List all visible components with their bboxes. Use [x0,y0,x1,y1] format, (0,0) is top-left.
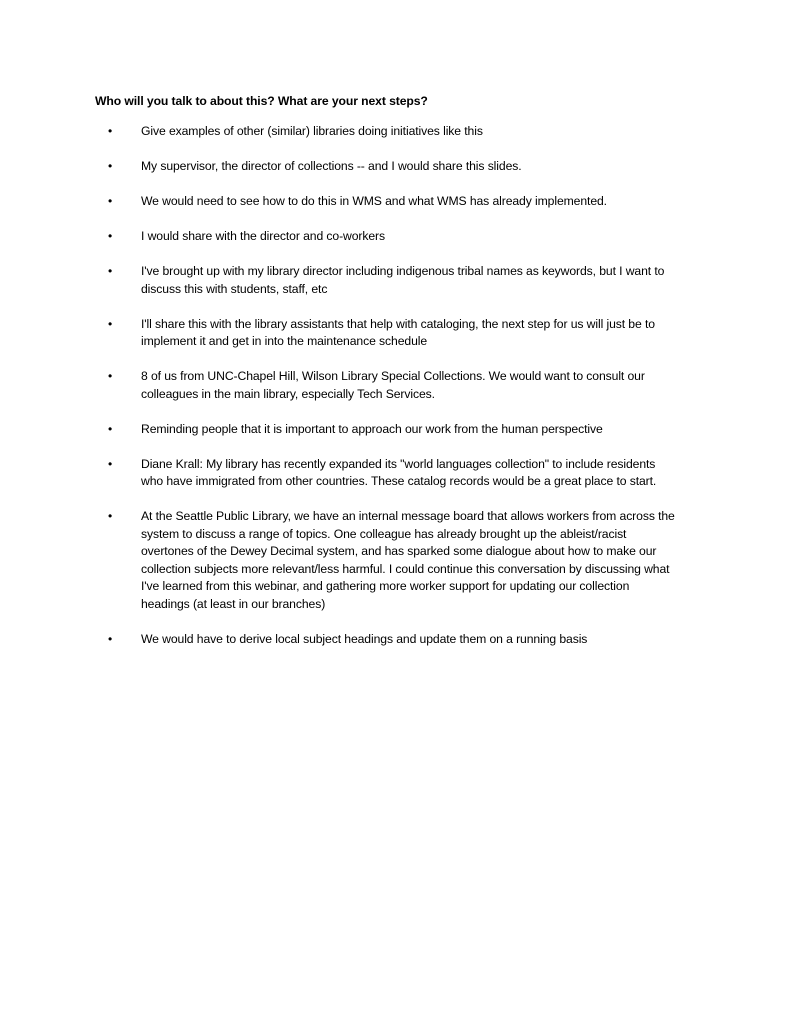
question-heading: Who will you talk to about this? What are your next steps? [95,94,428,108]
list-item [108,368,678,403]
list-item [108,193,678,211]
list-item-text: At the Seattle Public Library, we have an internal message board that allows workers from across the system to discuss a range of topics. One colleague has already brought up the ableist/racist overtones of the Dewey Decimal system, and has sparked some dialogue about how to make our collection subjects more relevant/less harmful. I could continue this conversation by discussing what I've learned from this webinar, and gathering more worker support for updating our collection headings (at least in our branches) [141,509,675,611]
bullet-icon: • [108,456,113,471]
list-item [108,263,678,298]
list-item [108,316,678,351]
list-item-text: 8 of us from UNC-Chapel Hill, Wilson Library Special Collections. We would want to consult our colleagues in the main library, especially Tech Services. [141,369,645,401]
list-item-text: I'll share this with the library assistants that help with cataloging, the next step for us will just be to implement it and get in into the maintenance schedule [141,316,655,348]
list-item-text: I would share with the director and co-workers [141,229,386,243]
response-list [108,123,678,666]
bullet-icon: • [108,509,113,523]
bullet-icon: • [108,369,113,383]
list-item [108,421,678,439]
list-item-text: Give examples of other (similar) libraries doing initiatives like this [141,124,483,138]
list-item-text: We would have to derive local subject headings and update them on a running basis [141,631,588,646]
bullet-icon: • [108,159,113,173]
list-item-text: Diane Krall: My library has recently expanded its "world languages collection" to include residents who have immigrated from other countries. These catalog records would be a great place to start. [141,456,657,488]
bullet-icon: • [108,194,113,208]
list-item [108,228,678,246]
list-item-text: We would need to see how to do this in WMS and what WMS has already implemented. [141,194,607,208]
bullet-icon: • [108,316,113,331]
bullet-icon: • [108,264,113,278]
list-item [108,456,678,491]
list-item [108,631,678,649]
list-item-text: I've brought up with my library director including indigenous tribal names as keywords, but I want to discuss this with students, staff, etc [141,264,665,296]
list-item [108,508,678,613]
list-item [108,123,678,141]
list-item-text: Reminding people that it is important to approach our work from the human perspective [141,421,603,436]
bullet-icon: • [108,229,113,243]
bullet-icon: • [108,421,113,436]
bullet-icon: • [108,124,113,138]
bullet-icon: • [108,631,113,646]
list-item-text: My supervisor, the director of collections -- and I would share this slides. [141,159,522,173]
list-item [108,158,678,176]
